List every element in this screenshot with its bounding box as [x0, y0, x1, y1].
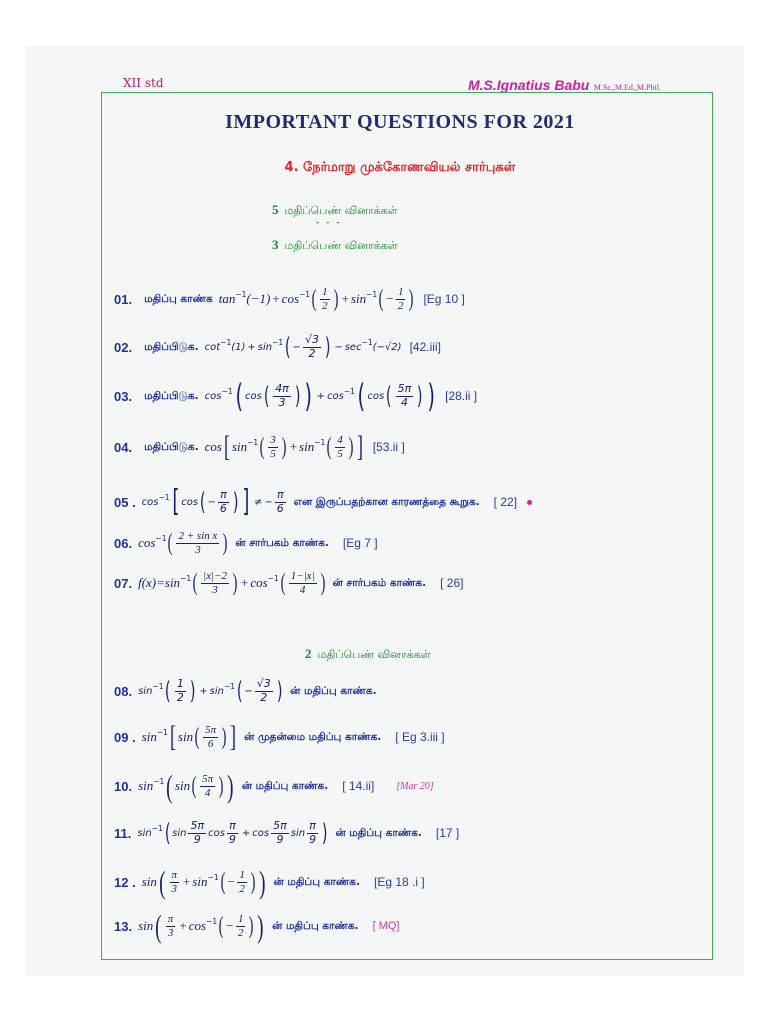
- question-row: [114, 432, 405, 462]
- question-instruction: ன் சார்பகம் காண்க.: [235, 536, 329, 549]
- question-instruction: ன் மதிப்பு காண்க.: [272, 919, 359, 932]
- question-row: [114, 377, 478, 415]
- section-label: மதிப்பெண் வினாக்கள்: [284, 204, 398, 217]
- question-expression: cos −1 [ cos ( − $\frac{\pi}{6}$ ) ] ≠ − $\frac{\pi}{6}$: [141, 484, 284, 519]
- question-instruction: மதிப்பிடுக.: [144, 340, 199, 353]
- question-instruction: மதிப்பிடுக.: [144, 389, 199, 402]
- author-degrees: M.Sc.,M.Ed.,M.Phil.: [593, 83, 661, 92]
- question-reference: [53.ii ]: [372, 440, 405, 454]
- question-instruction: ன் முதன்மை மதிப்பு காண்க.: [244, 730, 382, 743]
- question-instruction: என இருப்பதற்கான காரணத்தை கூறுக.: [293, 495, 480, 508]
- question-expression: sin ( $\frac{\pi}{3}$ + sin −1 ( − $\frac{1}{2}$ ) ): [141, 864, 266, 900]
- grade-label: XII std: [123, 76, 164, 90]
- question-instruction: ன் மதிப்பு காண்க.: [335, 826, 422, 839]
- section-five-mark: [272, 202, 398, 219]
- question-expression: f(x)= sin −1 ( $\frac{|x|-2}{3}$ ) + cos −1 ( $\frac{1-|x|}{4}$ ): [138, 570, 325, 597]
- question-expression: sin ( $\frac{\pi}{3}$ + cos −1 ( − $\frac{1}{2}$ ) ): [138, 908, 264, 944]
- question-number: 09 .: [114, 729, 136, 745]
- question-instruction: மதிப்பு காண்க: [144, 292, 213, 305]
- question-row: [114, 570, 463, 596]
- question-row: [114, 910, 399, 942]
- question-row: [114, 770, 434, 802]
- question-row: [114, 866, 425, 898]
- chapter-heading: 4. நேர்மாறு முக்கோணவியல் சார்புகள்: [284, 160, 516, 175]
- question-reference: [17 ]: [435, 826, 460, 841]
- question-row: [114, 286, 465, 312]
- page-title: IMPORTANT QUESTIONS FOR 2021: [225, 111, 575, 133]
- question-number: 04.: [114, 439, 133, 455]
- question-number: 01.: [114, 291, 133, 307]
- question-expression: cos −1 ( cos ( $\frac{4\pi}{3}$ ) ) + cos −1 ( cos ( $\frac{5\pi}{4}$ ) ): [204, 377, 435, 415]
- question-row: [114, 484, 532, 519]
- question-number: 08.: [114, 683, 133, 699]
- question-number: 05 .: [114, 494, 136, 510]
- question-number: 12 .: [114, 874, 136, 890]
- question-row: [114, 722, 445, 752]
- question-expression: sin −1 ( sin $\frac{5\pi}{9}$ cos $\frac{\pi}{9}$ + cos $\frac{5\pi}{9}$ sin $\frac{\pi}{9}$ ): [137, 819, 328, 848]
- question-number: 03.: [114, 388, 133, 404]
- question-reference: [Eg 18 .i ]: [374, 875, 425, 889]
- section-label: மதிப்பெண் வினாக்கள்: [284, 239, 398, 252]
- question-instruction: ன் சார்பகம் காண்க.: [332, 576, 427, 589]
- question-number: 07.: [114, 575, 133, 591]
- question-number: 06.: [114, 535, 133, 551]
- question-reference: [42.iii]: [409, 340, 441, 355]
- question-expression: tan −1 (−1) + cos −1 ( $\frac{1}{2}$ ) + sin −1 ( − $\frac{1}{2}$ ): [218, 286, 414, 313]
- author-name: M.S.Ignatius Babu: [468, 77, 590, 93]
- question-row: [114, 530, 378, 556]
- question-expression: sin −1 [ sin ( $\frac{5\pi}{6}$ ) ]: [141, 720, 237, 753]
- question-number: 10.: [114, 778, 133, 794]
- question-expression: sin −1 ( sin ( $\frac{5\pi}{4}$ ) ): [138, 768, 234, 804]
- question-expression: sin −1 ( $\frac{1}{2}$ ) + sin −1 ( − $\frac{√3}{2}$ ): [138, 677, 283, 706]
- question-reference: [ MQ]: [372, 920, 400, 932]
- question-row: [114, 820, 459, 846]
- question-instruction: ன் மதிப்பு காண்க.: [273, 875, 360, 888]
- question-reference: [28.ii ]: [445, 389, 478, 403]
- question-reference: [ 14.ii]: [342, 779, 375, 793]
- question-number: 11.: [114, 825, 132, 841]
- question-reference: [ 26]: [440, 576, 464, 591]
- question-number: 02.: [114, 339, 133, 355]
- question-reference: [Eg 10 ]: [423, 292, 465, 307]
- question-instruction: ன் மதிப்பு காண்க.: [290, 684, 377, 697]
- question-reference: [ Eg 3.iii ]: [395, 730, 445, 744]
- section-three-mark: [272, 237, 398, 254]
- question-reference: [Eg 7 ]: [342, 536, 378, 551]
- section-number: 5: [272, 202, 279, 217]
- question-row: [114, 334, 441, 360]
- question-number: 13.: [114, 918, 133, 934]
- question-instruction: மதிப்பிடுக.: [144, 440, 199, 453]
- exam-reference: [Mar 20]: [396, 780, 434, 792]
- question-reference: [ 22]: [493, 495, 518, 509]
- section-two-mark: [305, 646, 431, 663]
- highlight-dot: [527, 500, 532, 505]
- section-label: மதிப்பெண் வினாக்கள்: [317, 648, 431, 661]
- question-row: [114, 678, 383, 704]
- question-expression: cos [ sin −1 ( $\frac{3}{5}$ ) + sin −1 ( $\frac{4}{5}$ ) ]: [204, 430, 363, 463]
- section-separator: - - -: [316, 218, 342, 228]
- question-expression: cos −1 ( $\frac{\text{2 + sin x}}{3}$ ): [138, 530, 228, 557]
- question-expression: cot −1 (1) + sin −1 ( − $\frac{√3}{2}$ ) − sec −1 (−√2): [204, 333, 402, 362]
- section-number: 2: [305, 646, 312, 661]
- question-instruction: ன் மதிப்பு காண்க.: [241, 779, 329, 792]
- section-number: 3: [272, 237, 279, 252]
